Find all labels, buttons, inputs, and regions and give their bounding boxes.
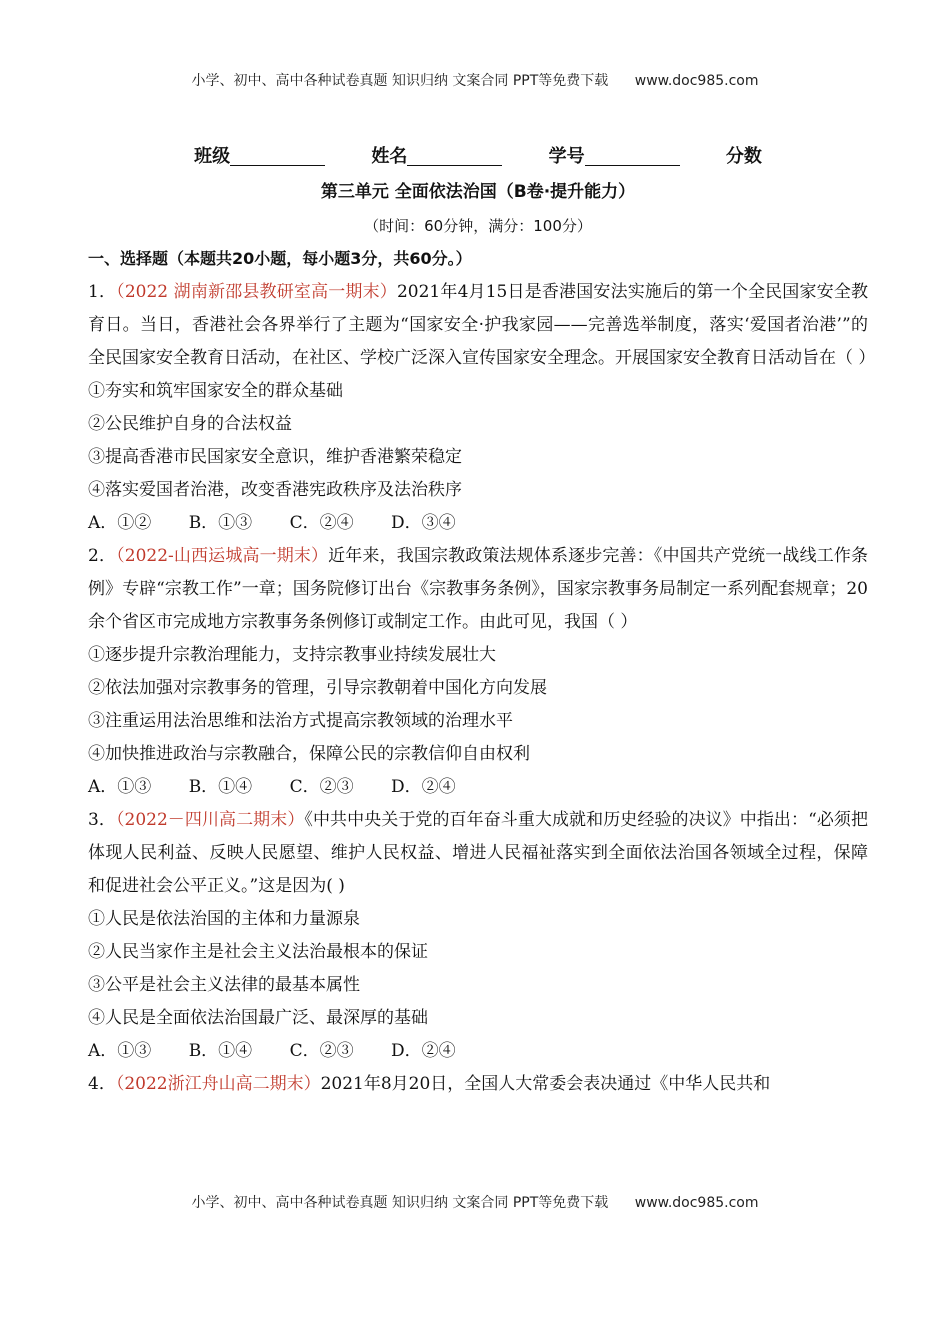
question-stem: 4．（2022浙江舟山高二期末）2021年8月20日，全国人大常委会表决通过《中华人民共和 bbox=[88, 1074, 771, 1094]
question bbox=[88, 540, 868, 804]
choice-d[interactable]: D．③④ bbox=[391, 513, 456, 533]
student-info-row bbox=[88, 140, 868, 174]
statement-option: ④落实爱国者治港，改变香港宪政秩序及法治秩序 bbox=[88, 480, 462, 500]
statement-option: ③提高香港市民国家安全意识，维护香港繁荣稳定 bbox=[88, 447, 462, 467]
name-field: 姓名 bbox=[371, 146, 502, 167]
statement-option: ④人民是全面依法治国最广泛、最深厚的基础 bbox=[88, 1008, 428, 1028]
statement-option: ①逐步提升宗教治理能力，支持宗教事业持续发展壮大 bbox=[88, 645, 496, 665]
question-source: （2022 湖南新邵县教研室高一期末） bbox=[116, 282, 397, 302]
choice-d[interactable]: D．②④ bbox=[391, 777, 456, 797]
statement-option: ③注重运用法治思维和法治方式提高宗教领域的治理水平 bbox=[88, 711, 513, 731]
statement-option: ②人民当家作主是社会主义法治最根本的保证 bbox=[88, 942, 428, 962]
name-blank[interactable] bbox=[407, 145, 502, 166]
section-title: 一、选择题（本题共20小题，每小题3分，共60分。） bbox=[88, 249, 472, 268]
question-source: （2022－四川高二期末） bbox=[115, 810, 305, 830]
page-footer bbox=[0, 1192, 950, 1212]
id-field: 学号 bbox=[549, 146, 680, 167]
statement-option: ①人民是依法治国的主体和力量源泉 bbox=[88, 909, 360, 929]
answer-choices bbox=[88, 771, 868, 804]
choice-c[interactable]: C．②③ bbox=[289, 1041, 354, 1061]
exam-content bbox=[88, 140, 876, 1101]
question bbox=[88, 1068, 868, 1101]
page-header bbox=[0, 70, 950, 90]
time-info: （时间：60分钟，满分：100分） bbox=[364, 217, 592, 235]
choice-c[interactable]: C．②④ bbox=[289, 513, 354, 533]
statement-option: ①夯实和筑牢国家安全的群众基础 bbox=[88, 381, 343, 401]
statement-option: ④加快推进政治与宗教融合，保障公民的宗教信仰自由权利 bbox=[88, 744, 530, 764]
footer-text: 小学、初中、高中各种试卷真题 知识归纳 文案合同 PPT等免费下载 bbox=[191, 1195, 609, 1211]
choice-b[interactable]: B．①③ bbox=[188, 513, 253, 533]
choice-a[interactable]: A．①③ bbox=[88, 777, 152, 797]
choice-d[interactable]: D．②④ bbox=[391, 1041, 456, 1061]
question-stem: 1．（2022 湖南新邵县教研室高一期末）2021年4月15日是香港国安法实施后的第一个全民国家安全教育日。当日，香港社会各界举行了主题为“国家安全·护我家园——完善选举制度，落实‘爱国者治港’”的全民国家安全教育日活动，在社区、学校广泛深入宣传国家安全理念。开展国家安全教育日活动旨在（ ） bbox=[88, 282, 876, 368]
question bbox=[88, 804, 868, 1068]
choice-c[interactable]: C．②③ bbox=[289, 777, 354, 797]
class-field: 班级 bbox=[194, 146, 325, 167]
statement-option: ②公民维护自身的合法权益 bbox=[88, 414, 292, 434]
answer-choices bbox=[88, 507, 868, 540]
footer-site-link[interactable]: www.doc985.com bbox=[634, 1195, 759, 1211]
header-site-link[interactable]: www.doc985.com bbox=[634, 73, 759, 89]
statement-option: ③公平是社会主义法律的最基本属性 bbox=[88, 975, 360, 995]
choice-a[interactable]: A．①③ bbox=[88, 1041, 152, 1061]
answer-choices bbox=[88, 1035, 868, 1068]
question-stem: 2．（2022-山西运城高一期末）近年来，我国宗教政策法规体系逐步完善：《中国共产党统一战线工作条例》专辟“宗教工作”一章；国务院修订出台《宗教事务条例》，国家宗教事务局制定一系列配套规章；20余个省区市完成地方宗教事务条例修订或制定工作。由此可见，我国（ ） bbox=[88, 546, 868, 632]
choice-b[interactable]: B．①④ bbox=[188, 1041, 253, 1061]
unit-title: 第三单元 全面依法治国（B卷·提升能力） bbox=[320, 182, 636, 202]
choice-b[interactable]: B．①④ bbox=[188, 777, 253, 797]
question bbox=[88, 276, 876, 540]
score-field: 分数 bbox=[725, 146, 762, 167]
statement-option: ②依法加强对宗教事务的管理，引导宗教朝着中国化方向发展 bbox=[88, 678, 547, 698]
question-source: （2022浙江舟山高二期末） bbox=[115, 1074, 321, 1094]
id-blank[interactable] bbox=[585, 145, 680, 166]
header-text: 小学、初中、高中各种试卷真题 知识归纳 文案合同 PPT等免费下载 bbox=[191, 73, 609, 89]
question-source: （2022-山西运城高一期末） bbox=[116, 546, 329, 566]
class-blank[interactable] bbox=[230, 145, 325, 166]
choice-a[interactable]: A．①② bbox=[88, 513, 152, 533]
question-stem: 3．（2022－四川高二期末）《中共中央关于党的百年奋斗重大成就和历史经验的决议》中指出：“必须把体现人民利益、反映人民愿望、维护人民权益、增进人民福祉落实到全面依法治国各领域全过程，保障和促进社会公平正义。”这是因为( ) bbox=[88, 810, 868, 896]
